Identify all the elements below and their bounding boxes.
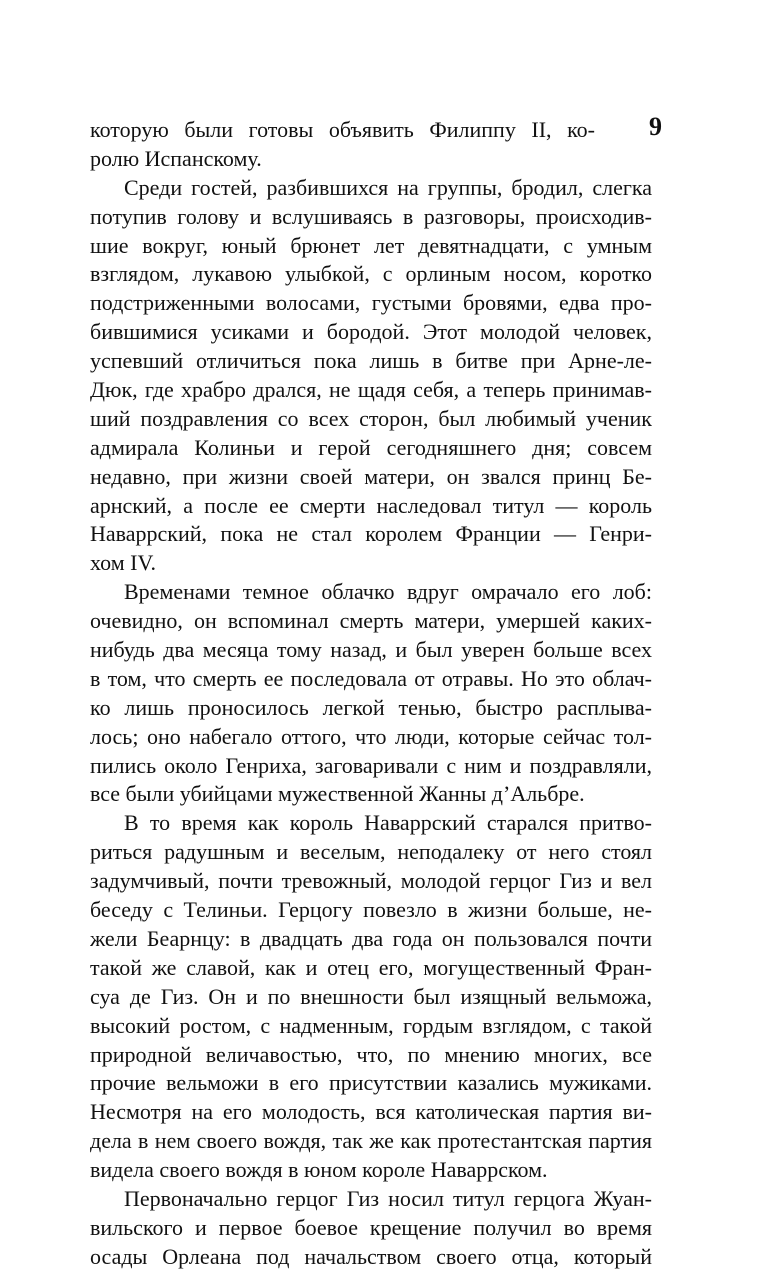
text-line: взглядом, лукавою улыбкой, с орлиным носом, коротко [90,261,652,287]
text-line: прочие вельможи в его присутствии казались мужиками. [90,1070,652,1096]
text-line: шие вокруг, юный брюнет лет девятнадцати, с умным [90,232,652,258]
text-line: нибудь два месяца тому назад, и был уверен больше всех [90,637,652,663]
text-line: арнский, а после ее смерти наследовал титул — король [90,492,652,518]
text-line: осады Орлеана под начальством своего отца, который [90,1243,652,1269]
text-line: лось; оно набегало оттого, что люди, которые сейчас тол- [90,723,652,749]
text-line: пились около Генриха, заговаривали с ним и поздравляли, [90,752,652,778]
text-line: адмирала Колиньи и герой сегодняшнего дня; совсем [90,434,652,460]
text-line: риться радушным и веселым, неподалеку от него стоял [90,839,652,865]
text-line: дела в нем своего вождя, так же как протестантская партия [90,1128,652,1154]
text-line: такой же славой, как и отец его, могущественный Фран- [90,954,652,980]
text-line: ролю Испанскому. [90,145,262,171]
text-line: В то время как король Наваррский старался притво- [124,810,652,836]
text-line: суа де Гиз. Он и по внешности был изящный вельможа, [90,983,652,1009]
text-line: все были убийцами мужественной Жанны д’Альбре. [90,781,585,807]
text-line: высокий ростом, с надменным, гордым взглядом, с такой [90,1012,652,1038]
text-line: бившимися усиками и бородой. Этот молодой человек, [90,319,652,345]
text-line: успевший отличиться пока лишь в битве при Арне-ле- [90,348,652,374]
text-line: хом IV. [90,550,157,576]
text-line: Несмотря на его молодость, вся католическая партия ви- [90,1099,652,1125]
text-line: беседу с Телиньи. Герцогу повезло в жизни больше, не- [90,897,652,923]
text-line: Дюк, где храбро дрался, не щадя себя, а теперь принимав- [90,377,652,403]
text-line: жели Беарнцу: в двадцать два года он пользовался почти [90,925,652,951]
text-line: ший поздравления со всех сторон, был любимый ученик [90,405,652,431]
text-line: природной величавостью, что, по мнению многих, все [90,1041,652,1067]
body-text [90,116,652,1272]
page-number: 9 [649,112,662,141]
text-line: Наваррский, пока не стал королем Франции — Генри- [90,521,652,547]
text-line: ко лишь проносилось легкой тенью, быстро расплыва- [90,694,652,720]
text-line: задумчивый, почти тревожный, молодой герцог Гиз и вел [90,868,652,894]
text-line: подстриженными волосами, густыми бровями, едва про- [90,290,652,316]
text-line: видела своего вождя в юном короле Наваррском. [90,1157,548,1183]
text-line: очевидно, он вспоминал смерть матери, умершей каких- [90,608,652,634]
text-line: Первоначально герцог Гиз носил титул герцога Жуан- [124,1185,652,1211]
text-line: Среди гостей, разбившихся на группы, бродил, слегка [124,174,652,200]
text-line: в том, что смерть ее последовала от отравы. Но это облач- [90,665,652,691]
text-line: которую были готовы объявить Филиппу II, ко- [90,117,595,142]
text-line: потупив голову и вслушиваясь в разговоры, происходив- [90,203,652,229]
text-line: недавно, при жизни своей матери, он звался принц Бе- [90,463,652,489]
text-line: Временами темное облачко вдруг омрачало его лоб: [124,579,652,605]
text-line: вильского и первое боевое крещение получил во время [90,1214,652,1240]
